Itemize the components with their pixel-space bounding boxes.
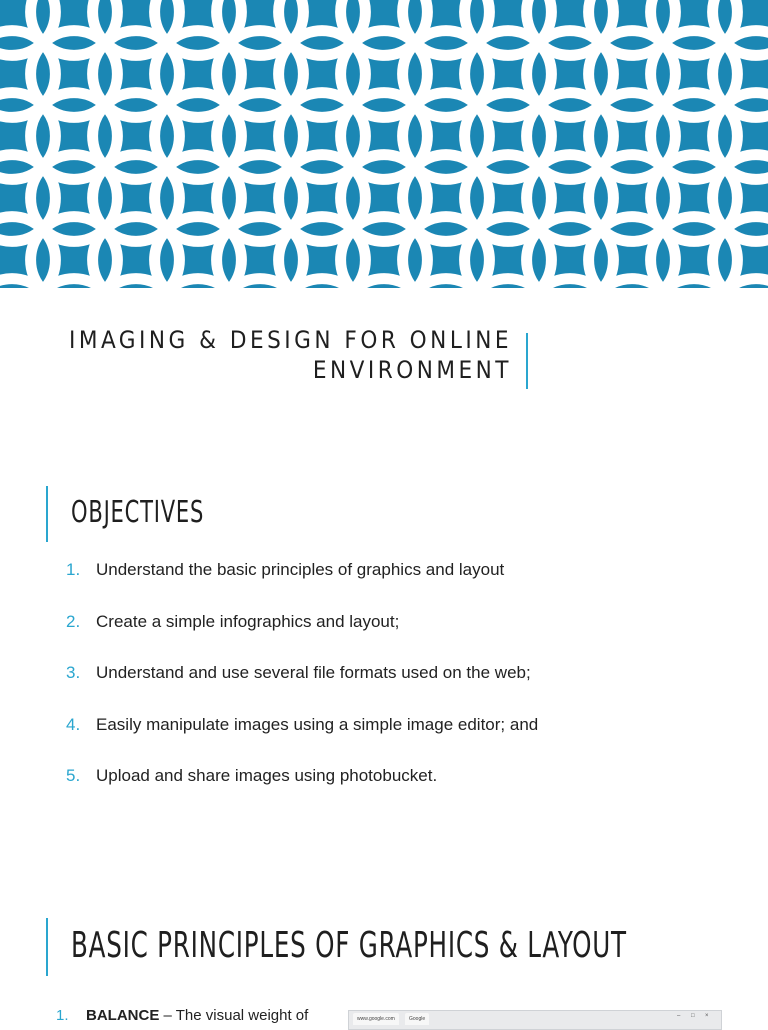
list-item bbox=[66, 663, 538, 715]
item-number: 4. bbox=[66, 714, 81, 734]
principle-item-balance bbox=[56, 1007, 308, 1024]
item-text: Understand the basic principles of graphics and layout bbox=[96, 560, 505, 579]
item-text: Easily manipulate images using a simple image editor; and bbox=[96, 714, 539, 734]
item-number: 2. bbox=[66, 611, 81, 631]
item-text: Create a simple infographics and layout; bbox=[96, 611, 400, 631]
item-number: 5. bbox=[66, 766, 81, 785]
item-number: 3. bbox=[66, 663, 81, 682]
circle-pattern bbox=[0, 0, 768, 288]
item-description: – The visual weight of bbox=[159, 1007, 309, 1024]
item-text: Understand and use several file formats used on the web; bbox=[96, 663, 531, 682]
objectives-accent-rule bbox=[46, 486, 48, 542]
item-term: BALANCE bbox=[86, 1007, 160, 1024]
title-accent-rule bbox=[526, 333, 528, 389]
maximize-icon: □ bbox=[691, 1013, 695, 1019]
item-text: Upload and share images using photobucket. bbox=[96, 766, 438, 785]
item-number: 1. bbox=[56, 1007, 69, 1024]
objectives-heading: OBJECTIVES bbox=[71, 495, 205, 530]
objectives-list bbox=[66, 560, 538, 818]
list-item bbox=[66, 715, 538, 767]
close-icon: × bbox=[705, 1013, 709, 1019]
principles-accent-rule bbox=[46, 918, 48, 976]
browser-tab: Google bbox=[405, 1013, 429, 1025]
browser-screenshot bbox=[348, 1010, 722, 1030]
list-item bbox=[66, 560, 538, 612]
list-item bbox=[66, 612, 538, 664]
title-line-1: IMAGING & DESIGN FOR ONLINE bbox=[68, 326, 512, 354]
item-number: 1. bbox=[66, 560, 81, 579]
decorative-banner bbox=[0, 0, 768, 288]
slide-title bbox=[32, 325, 512, 385]
title-line-2: ENVIRONMENT bbox=[312, 356, 512, 384]
browser-tab: www.google.com bbox=[353, 1013, 399, 1025]
minimize-icon: – bbox=[677, 1013, 681, 1019]
principles-heading: BASIC PRINCIPLES OF GRAPHICS & LAYOUT bbox=[71, 925, 627, 966]
list-item bbox=[66, 766, 538, 818]
